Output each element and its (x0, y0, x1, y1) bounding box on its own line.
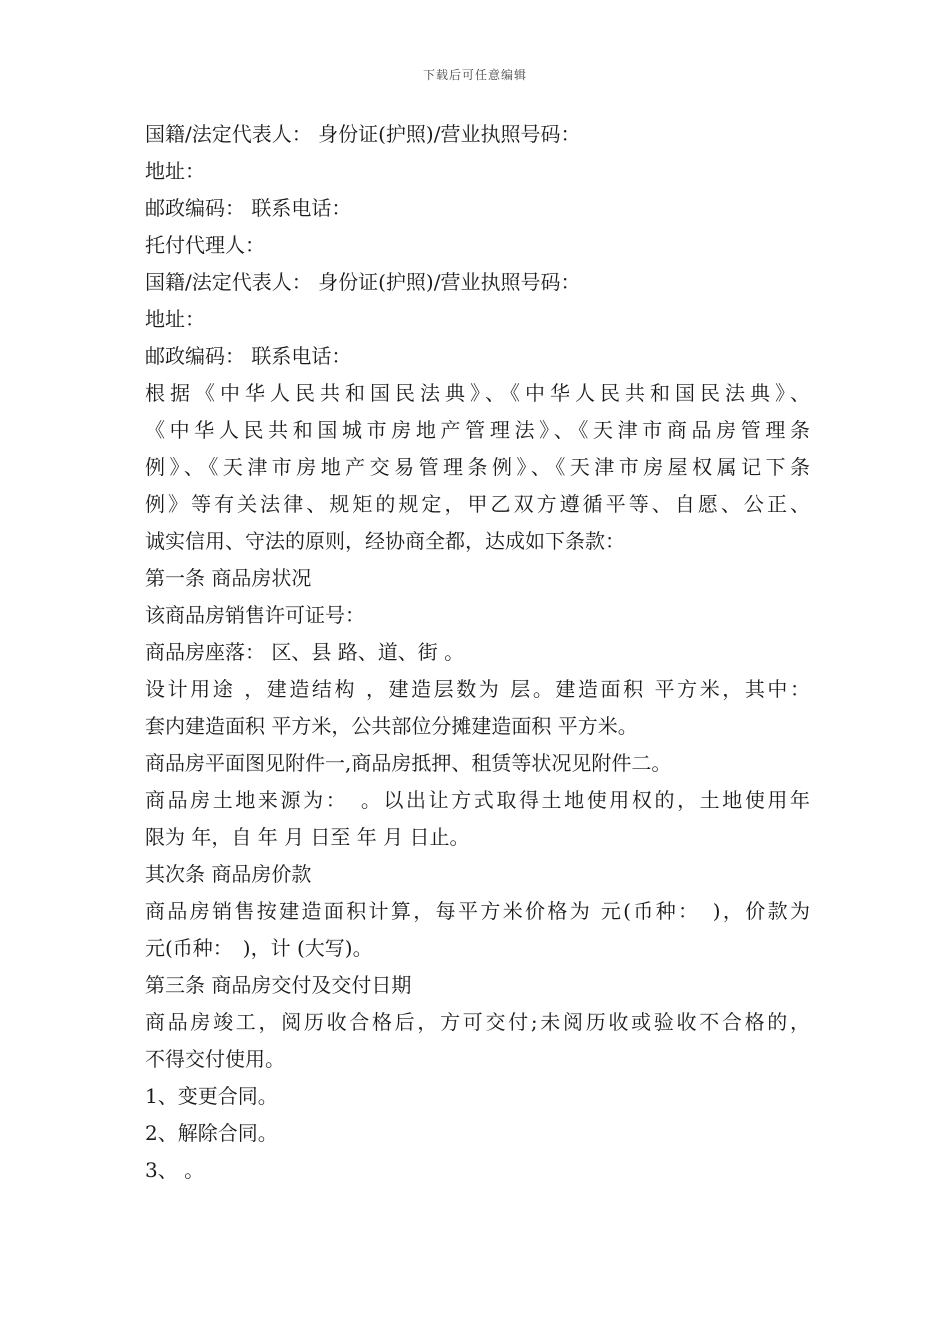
text-line: 国籍/法定代表人： 身份证(护照)/营业执照号码： (145, 122, 581, 146)
text-line: 限为 年，自 年 月 日至 年 月 日止。 (145, 825, 470, 849)
text-line: 托付代理人： (145, 233, 265, 257)
text-line: 诚实信用、守法的原则，经协商全都，达成如下条款： (145, 529, 625, 553)
text-line: 商品房销售按建造面积计算，每平方米价格为 元(币种： )，价款为 (145, 899, 810, 923)
text-line: 商品房平面图见附件一,商品房抵押、租赁等状况见附件二。 (145, 751, 672, 775)
text-line: 商品房座落： 区、县 路、道、街 。 (145, 640, 465, 664)
text-line: 地址： (145, 307, 205, 331)
text-line: 设计用途 ，建造结构 ，建造层数为 层。建造面积 平方米，其中： (145, 677, 810, 701)
text-line: 不得交付使用。 (145, 1047, 285, 1071)
text-line: 例》等有关法律、规矩的规定，甲乙双方遵循平等、自愿、公正、 (145, 492, 810, 516)
list-item: 2、解除合同。 (145, 1121, 278, 1145)
document-body (145, 116, 810, 1189)
text-line: 商品房竣工，阅历收合格后，方可交付;未阅历收或验收不合格的， (145, 1010, 810, 1034)
section-heading: 第三条 商品房交付及交付日期 (145, 973, 412, 997)
text-line: 邮政编码： 联系电话： (145, 344, 352, 368)
text-line: 套内建造面积 平方米，公共部位分摊建造面积 平方米。 (145, 714, 638, 738)
section-heading: 第一条 商品房状况 (145, 566, 312, 590)
list-item: 1、变更合同。 (145, 1084, 278, 1108)
text-line: 邮政编码： 联系电话： (145, 196, 352, 220)
text-line: 例》、《天津市房地产交易管理条例》、《天津市房屋权属记下条 (145, 455, 810, 479)
text-line: 国籍/法定代表人： 身份证(护照)/营业执照号码： (145, 270, 581, 294)
text-line: 该商品房销售许可证号： (145, 603, 365, 627)
section-heading: 其次条 商品房价款 (145, 862, 312, 886)
text-line: 元(币种： )，计 (大写)。 (145, 936, 373, 960)
list-item: 3、 。 (145, 1158, 205, 1182)
page-header: 下载后可任意编辑 (422, 68, 527, 82)
text-line: 《中华人民共和国城市房地产管理法》、《天津市商品房管理条 (145, 418, 810, 442)
text-line: 地址： (145, 159, 205, 183)
text-line: 根据《中华人民共和国民法典》、《中华人民共和国民法典》、 (145, 381, 810, 405)
text-line: 商品房土地来源为： 。以出让方式取得土地使用权的，土地使用年 (145, 788, 810, 812)
